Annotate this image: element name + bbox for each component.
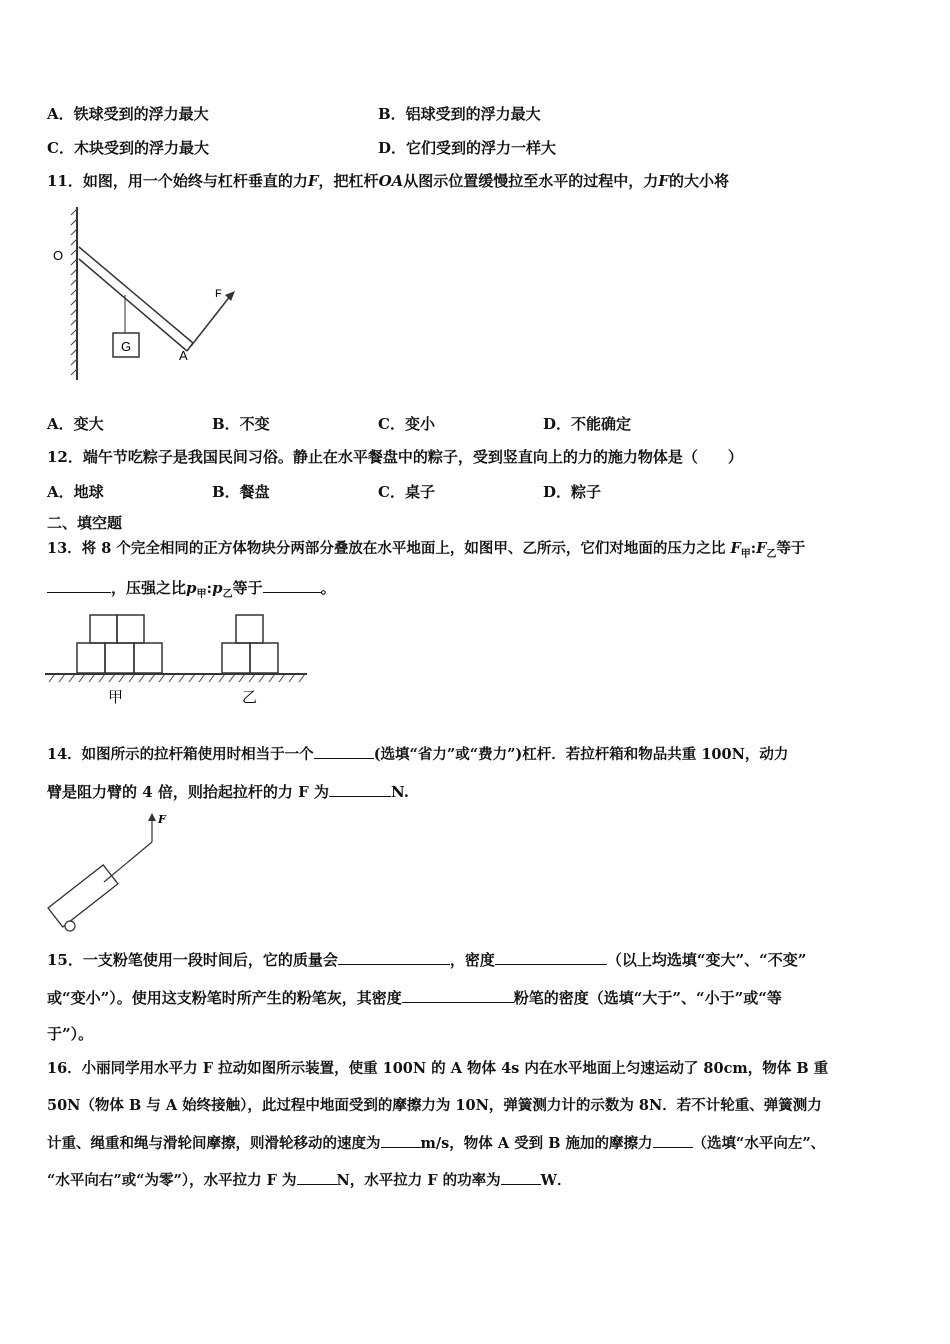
q12-option-d: D．粽子: [543, 483, 602, 501]
q11-lever-figure: [45, 205, 245, 385]
q10-option-b: B．铝球受到的浮力最大: [378, 105, 541, 123]
q14-trolley-figure: [40, 810, 190, 940]
q16-stem-line4: “水平向右”或“为零”），水平拉力 F 为 N，水平拉力 F 的功率为 W．: [47, 1172, 572, 1189]
q15-blank-dust-density[interactable]: [402, 988, 514, 1003]
q12-option-c: C．桌子: [378, 483, 435, 501]
q13-stem-line2: ，压强之比$p_甲:p_乙$等于 。: [47, 578, 336, 605]
q11-option-b: B．不变: [212, 415, 270, 433]
q16-blank-friction-dir[interactable]: [653, 1133, 693, 1148]
q12-option-a: A．地球: [47, 483, 104, 501]
q13-label-jia: 甲: [108, 688, 124, 706]
q15-stem-line3: 于”）。: [47, 1025, 94, 1043]
q15-stem-line1: 15．一支粉笔使用一段时间后，它的质量会 ，密度 （以上均选填“变大”、“不变”: [47, 951, 807, 969]
q16-blank-force[interactable]: [297, 1170, 337, 1185]
q13-blocks-figure: [45, 610, 315, 710]
q16-stem-line1: 16．小丽同学用水平力 F 拉动如图所示装置，使重 100N 的 A 物体 4s 内在水平地面上匀速运动了 80cm，物体 B 重: [47, 1060, 829, 1077]
q13-blank-force-ratio[interactable]: [47, 578, 111, 593]
q11-option-d: D．不能确定: [543, 415, 632, 433]
q10-option-c: C．木块受到的浮力最大: [47, 139, 209, 157]
q11-option-c: C．变小: [378, 415, 435, 433]
q16-blank-power[interactable]: [501, 1170, 541, 1185]
q16-blank-speed[interactable]: [381, 1133, 421, 1148]
q13-label-yi: 乙: [242, 688, 258, 706]
q15-blank-mass[interactable]: [338, 950, 450, 965]
q14-blank-force[interactable]: [329, 782, 391, 797]
q12-stem: 12．端午节吃粽子是我国民间习俗。静止在水平餐盘中的粽子，受到竖直向上的力的施力物体是（ ）: [47, 448, 743, 466]
q11-label-f: F: [215, 288, 222, 300]
section-title: 二、填空题: [47, 514, 123, 532]
q13-stem-line1: 13．将 8 个完全相同的正方体物块分两部分叠放在水平地面上，如图甲、乙所示，它们对地面的压力之比 $F_甲:F_乙$等于: [47, 540, 806, 560]
q13-blank-pressure-ratio[interactable]: [263, 578, 321, 593]
q11-label-o: O: [53, 248, 64, 263]
q16-stem-line2: 50N（物体 B 与 A 始终接触），此过程中地面受到的摩擦力为 10N，弹簧测力计的示数为 8N．若不计轮重、弹簧测力: [47, 1097, 822, 1114]
q11-label-g: G: [121, 339, 132, 354]
q11-label-a: A: [179, 348, 188, 363]
q14-stem-line2: 臂是阻力臂的 4 倍，则抬起拉杆的力 F 为 N.: [47, 783, 409, 801]
q10-option-d: D．它们受到的浮力一样大: [378, 139, 557, 157]
q14-blank-lever-type[interactable]: [314, 744, 374, 759]
q14-label-f: F: [158, 813, 166, 826]
q16-stem-line3: 计重、绳重和绳与滑轮间摩擦，则滑轮移动的速度为 m/s，物体 A 受到 B 施加的摩擦力 （选填“水平向左”、: [47, 1135, 826, 1152]
q10-option-a: A．铁球受到的浮力最大: [47, 105, 209, 123]
q15-stem-line2: 或“变小”）。使用这支粉笔时所产生的粉笔灰，其密度 粉笔的密度（选填“大于”、“小于”或“等: [47, 989, 782, 1007]
q11-option-a: A．变大: [47, 415, 104, 433]
q15-blank-density[interactable]: [495, 950, 607, 965]
q14-stem-line1: 14．如图所示的拉杆箱使用时相当于一个 (选填“省力”或“费力”)杠杆．若拉杆箱和物品共重 100N，动力: [47, 746, 789, 763]
q12-option-b: B．餐盘: [212, 483, 270, 501]
q11-stem: 11．如图，用一个始终与杠杆垂直的力F，把杠杆OA从图示位置缓慢拉至水平的过程中，力F的大小将: [47, 172, 729, 190]
